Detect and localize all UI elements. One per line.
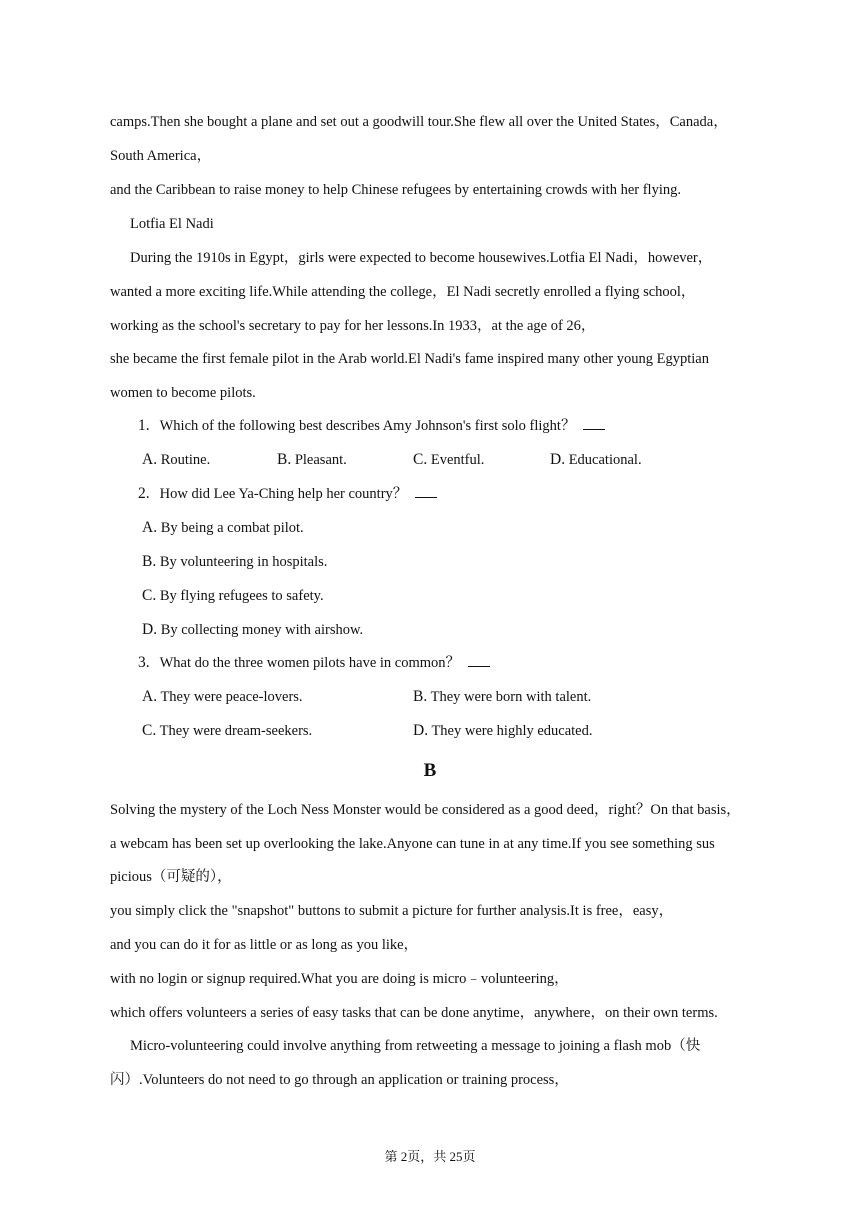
paragraph-line: which offers volunteers a series of easy tasks that can be done anytime，anywhere，on their own terms. — [110, 1005, 718, 1021]
option-c[interactable] — [142, 722, 312, 740]
paragraph-line: wanted a more exciting life.While attending the college，El Nadi secretly enrolled a flying school， — [110, 284, 696, 300]
option-c[interactable] — [413, 451, 484, 469]
option-letter: D. — [550, 451, 566, 468]
option-text: By being a combat pilot. — [160, 520, 304, 536]
option-letter: A. — [142, 688, 158, 705]
option-letter: C. — [413, 451, 428, 468]
paragraph-line: Micro-volunteering could involve anything from retweeting a message to joining a flash mob（快 — [130, 1038, 701, 1054]
option-d[interactable] — [142, 621, 363, 639]
paragraph-line: working as the school's secretary to pay for her lessons.In 1933，at the age of 26， — [110, 318, 596, 334]
answer-blank[interactable] — [468, 654, 490, 667]
question-text: What do the three women pilots have in common？ — [159, 655, 461, 671]
option-text: By flying refugees to safety. — [159, 588, 324, 604]
paragraph-line: you simply click the "snapshot" buttons to submit a picture for further analysis.It is free，easy， — [110, 903, 674, 919]
option-a[interactable] — [142, 451, 210, 469]
option-letter: C. — [142, 587, 157, 604]
answer-blank[interactable] — [415, 485, 437, 498]
option-letter: A. — [142, 451, 158, 468]
paragraph-line: women to become pilots. — [110, 385, 256, 401]
option-text: They were highly educated. — [431, 723, 593, 739]
option-letter: D. — [142, 621, 158, 638]
paragraph-line: 闪）.Volunteers do not need to go through an application or training process， — [110, 1072, 569, 1088]
option-letter: C. — [142, 722, 157, 739]
option-letter: B. — [277, 451, 292, 468]
paragraph-line: a webcam has been set up overlooking the lake.Anyone can tune in at any time.If you see something sus — [110, 836, 715, 852]
question-number: 3. — [138, 654, 150, 671]
paragraph-line: Solving the mystery of the Loch Ness Monster would be considered as a good deed，right？On that basis， — [110, 802, 741, 818]
section-title: B — [423, 760, 437, 781]
paragraph-line: camps.Then she bought a plane and set out a goodwill tour.She flew all over the United States，Canada， — [110, 114, 728, 130]
option-text: Pleasant. — [294, 452, 347, 468]
subheading-lotfia: Lotfia El Nadi — [130, 216, 214, 232]
option-text: Routine. — [160, 452, 211, 468]
option-c[interactable] — [142, 587, 324, 605]
option-letter: D. — [413, 722, 429, 739]
paragraph-line: During the 1910s in Egypt，girls were expected to become housewives.Lotfia El Nadi，however， — [130, 250, 713, 266]
option-d[interactable] — [550, 451, 642, 469]
paragraph-line: picious（可疑的）， — [110, 869, 232, 885]
option-text: They were dream-seekers. — [159, 723, 313, 739]
paragraph-line: with no login or signup required.What you are doing is micro﹣volunteering， — [110, 971, 569, 987]
option-text: By volunteering in hospitals. — [159, 554, 328, 570]
option-b[interactable] — [142, 553, 327, 571]
question-text: Which of the following best describes Amy Johnson's first solo flight？ — [159, 418, 576, 434]
question-number: 1. — [138, 417, 150, 434]
option-b[interactable] — [413, 688, 591, 706]
question-2 — [138, 485, 437, 503]
option-a[interactable] — [142, 519, 304, 537]
paragraph-line: and you can do it for as little or as long as you like， — [110, 937, 419, 953]
option-letter: B. — [142, 553, 157, 570]
option-text: Eventful. — [430, 452, 485, 468]
paragraph-line: she became the first female pilot in the Arab world.El Nadi's fame inspired many other young Egyptian — [110, 351, 709, 367]
paragraph-line: and the Caribbean to raise money to help Chinese refugees by entertaining crowds with her flying. — [110, 182, 681, 198]
option-text: They were peace-lovers. — [160, 689, 303, 705]
answer-blank[interactable] — [583, 417, 605, 430]
option-letter: A. — [142, 519, 158, 536]
option-text: They were born with talent. — [430, 689, 592, 705]
question-1 — [138, 417, 605, 435]
option-text: Educational. — [568, 452, 642, 468]
page-footer: 第 2页，共 25页 — [384, 1149, 476, 1164]
option-text: By collecting money with airshow. — [160, 622, 364, 638]
option-b[interactable] — [277, 451, 347, 469]
paragraph-line: South America， — [110, 148, 212, 164]
option-d[interactable] — [413, 722, 593, 740]
question-text: How did Lee Ya-Ching help her country？ — [159, 486, 408, 502]
question-3 — [138, 654, 490, 672]
option-letter: B. — [413, 688, 428, 705]
option-a[interactable] — [142, 688, 303, 706]
question-number: 2. — [138, 485, 150, 502]
